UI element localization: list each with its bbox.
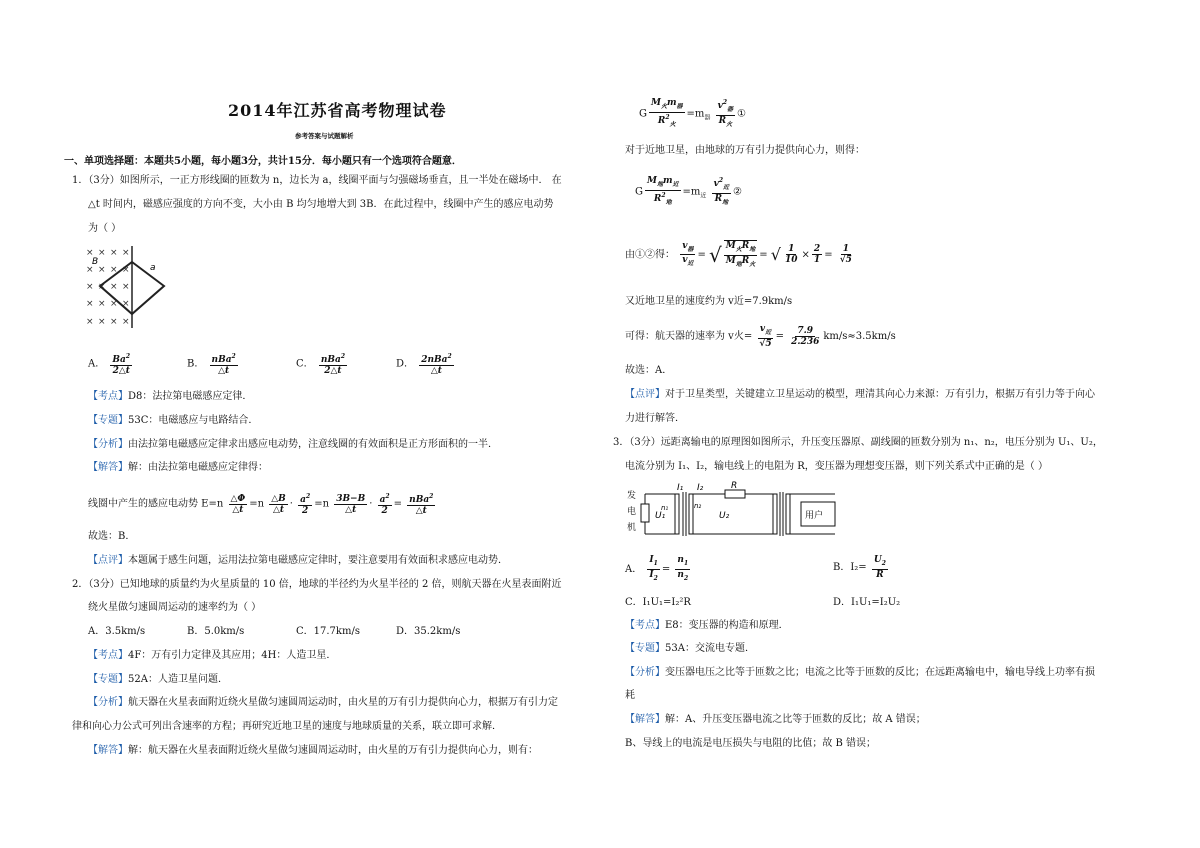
svg-text:×: × [110, 265, 118, 275]
q2-result: 可得：航天器的速率为 v火= $\frac{v_近}{√5}$ = $\frac{7.9}{2.236}$ km/s≈3.5km/s [625, 324, 896, 349]
q3-fig-U1: U₁ [655, 511, 666, 521]
q1-jieda: 【解答】解：由法拉第电磁感应定律得： [88, 462, 268, 473]
q3-jieda: 【解答】解：A、升压变压器电流之比等于匝数的反比；故 A 错误； [625, 714, 926, 725]
q1-answer: 故选：B． [88, 531, 136, 542]
q1-option-d: D． $\frac{2nBa^2}{\triangle t}$ [396, 353, 452, 376]
svg-text:×: × [98, 317, 106, 327]
svg-text:×: × [98, 248, 106, 258]
q1-option-b: B． $\frac{nBa^2}{\triangle t}$ [187, 353, 236, 376]
q1-line3: 为（ ） [88, 223, 122, 234]
generator-source [641, 504, 649, 522]
q1-kaodian: 【考点】D8：法拉第电磁感应定律． [88, 391, 253, 402]
svg-text:×: × [122, 317, 130, 327]
stepdown-primary-coil [773, 494, 777, 534]
q2-eq1: G $\frac{M_火m_器}{R^2_火}$ $=m_器$ $\frac{v^2_器}{R_火}$ ① [639, 98, 747, 128]
line-resistor [725, 490, 745, 498]
q3-fenxi: 【分析】变压器电压之比等于匝数之比；电流之比等于匝数的反比；在远距离输电中，输电导线上功率有损 [625, 667, 1095, 678]
svg-text:×: × [110, 299, 118, 309]
svg-text:×: × [86, 282, 94, 292]
q1-emf-equation: 线圈中产生的感应电动势 E=n $\frac{\triangle\Phi}{\triangle t}$ =n $\frac{\triangle B}{\triangle t}$ · $\frac{a^2}{2}$ =n $\frac{3B-B}{\triangle t}$ · $\frac{a^2}{2}$ = $\frac{nBa^2}{\triangle t}$ [88, 493, 434, 516]
section-heading: 一、单项选择题：本题共5小题，每小题3分，共计15分．每小题只有一个选项符合题意． [64, 156, 462, 167]
svg-text:×: × [98, 265, 106, 275]
svg-text:×: × [86, 299, 94, 309]
q2-kaodian: 【考点】4F：万有引力定律及其应用；4H：人造卫星． [88, 650, 337, 661]
stepdown-secondary-coil [786, 494, 790, 534]
q1-zhuanti: 【专题】53C：电磁感应与电路结合． [88, 415, 259, 426]
q3-fig-gen-1: 发 [627, 491, 637, 501]
q3-line2: 电流分别为 I₁、I₂，输电线上的电阻为 R，变压器为理想变压器，则下列关系式中正确的是（ ） [625, 461, 1048, 472]
q2-dianping: 【点评】对于卫星类型，关键建立卫星运动的模型，理清其向心力来源：万有引力，根据万有引力等于向心 [625, 389, 1095, 400]
q3-fig-n1: n₁ [661, 504, 669, 512]
q2-jieda: 【解答】解：航天器在火星表面附近绕火星做匀速圆周运动时，由火星的万有引力提供向心力，则有： [88, 745, 538, 756]
q1-dianping: 【点评】本题属于感生问题，运用法拉第电磁感应定律时，要注意要用有效面积求感应电动势． [88, 555, 508, 566]
q2-dianping-cont: 力进行解答． [625, 413, 685, 424]
q2-option-d: D．35.2km/s [396, 626, 461, 637]
q3-circuit-figure [625, 480, 855, 544]
q3-fig-R: R [731, 481, 738, 491]
svg-text:×: × [86, 248, 94, 258]
q3-fig-I1: I₁ [677, 483, 684, 493]
svg-text:×: × [110, 248, 118, 258]
page-subtitle: 参考答案与试题解析 [295, 132, 354, 140]
q2-option-c: C．17.7km/s [296, 626, 360, 637]
q3-option-b: B．I₂= $\frac{U_2}{R}$ [833, 555, 886, 580]
q3-fig-gen-2: 电 [627, 507, 637, 517]
q3-option-a: A． $\frac{I_1}{I_2}$ = $\frac{n_1}{n_2}$ [625, 555, 689, 582]
q2-line2: 绕火星做匀速圆周运动的速率约为（ ） [88, 602, 262, 613]
page-title: 2014年江苏省高考物理试卷 [228, 101, 447, 120]
q1-option-c: C． $\frac{nBa^2}{2\triangle t}$ [296, 353, 346, 376]
q2-fenxi-cont: 律和向心力公式可列出含速率的方程；再研究近地卫星的速度与地球质量的关系，联立即可求解． [72, 721, 502, 732]
svg-text:×: × [98, 299, 106, 309]
svg-text:×: × [110, 317, 118, 327]
svg-text:×: × [86, 265, 94, 275]
svg-text:×: × [98, 282, 106, 292]
formula-a: $\frac{Ba^2}{2\triangle t}$ [112, 353, 131, 376]
q2-line1: 2．（3分）已知地球的质量约为火星质量的 10 倍，地球的半径约为火星半径的 2 倍，则航天器在火星表面附近 [72, 579, 562, 590]
q3-jieda-cont: B、导线上的电流是电压损失与电阻的比值；故 B 错误； [625, 738, 877, 749]
q3-option-d: D．I₁U₁=I₂U₂ [833, 597, 901, 608]
q1-coil-figure [84, 244, 174, 330]
q2-near-satellite: 对于近地卫星，由地球的万有引力提供向心力，则得： [625, 145, 865, 156]
q3-fig-I2: I₂ [697, 483, 704, 493]
q1-fenxi: 【分析】由法拉第电磁感应定律求出感应电动势，注意线圈的有效面积是正方形面积的一半． [88, 439, 498, 450]
svg-text:×: × [122, 282, 130, 292]
svg-text:×: × [122, 299, 130, 309]
q3-line1: 3．（3分）远距离输电的原理图如图所示，升压变压器原、副线圈的匝数分别为 n₁、n₂，电压分别为 U₁、U₂， [613, 437, 1103, 448]
q2-option-b: B．5.0km/s [187, 626, 245, 637]
transformer-primary-coil [675, 494, 679, 534]
svg-text:×: × [122, 248, 130, 258]
q2-fenxi: 【分析】航天器在火星表面附近绕火星做匀速圆周运动时，由火星的万有引力提供向心力，根据万有引力定 [88, 697, 558, 708]
q3-option-c: C．I₁U₁=I₂²R [625, 597, 691, 608]
q3-fig-user: 用户 [805, 511, 824, 521]
q2-v-near: 又近地卫星的速度约为 v近=7.9km/s [625, 296, 793, 307]
q1-option-a: A． $\frac{Ba^2}{2\triangle t}$ [88, 353, 131, 376]
q1-fig-label-a: a [150, 263, 156, 273]
q2-ratio: 由①②得： $\frac{v_器}{v_近}$ = √ $\frac{M_火R_地}{M_地R_火}$ = √ $\frac{1}{10}$ × $\frac{2}{1}$ = $\frac{1}{√5}$ [625, 240, 852, 268]
q3-zhuanti: 【专题】53A：交流电专题． [625, 643, 755, 654]
transformer-secondary-coil [689, 494, 693, 534]
q2-answer: 故选：A． [625, 365, 673, 376]
q1-fig-label-B: B [92, 257, 99, 267]
q2-zhuanti: 【专题】52A：人造卫星问题． [88, 674, 228, 685]
q3-fig-U2: U₂ [719, 511, 730, 521]
svg-text:×: × [86, 317, 94, 327]
q1-line2: △t 时间内，磁感应强度的方向不变，大小由 B 均匀地增大到 3B．在此过程中，线圈中产生的感应电动势 [88, 199, 554, 210]
q3-fenxi-cont: 耗 [625, 690, 635, 701]
q3-fig-gen-3: 机 [627, 523, 637, 533]
q3-fig-n2: n₂ [694, 502, 702, 510]
svg-text:×: × [122, 265, 130, 275]
q2-option-a: A．3.5km/s [88, 626, 146, 637]
q3-kaodian: 【考点】E8：变压器的构造和原理． [625, 620, 789, 631]
q1-line1: 1．（3分）如图所示，一正方形线圈的匝数为 n，边长为 a，线圈平面与匀强磁场垂直，且一半处在磁场中． 在 [72, 175, 562, 186]
q2-eq2: G $\frac{M_地m_近}{R^2_地}$ $=m_近$ $\frac{v^2_近}{R_地}$ ② [635, 176, 743, 206]
svg-text:×: × [110, 282, 118, 292]
